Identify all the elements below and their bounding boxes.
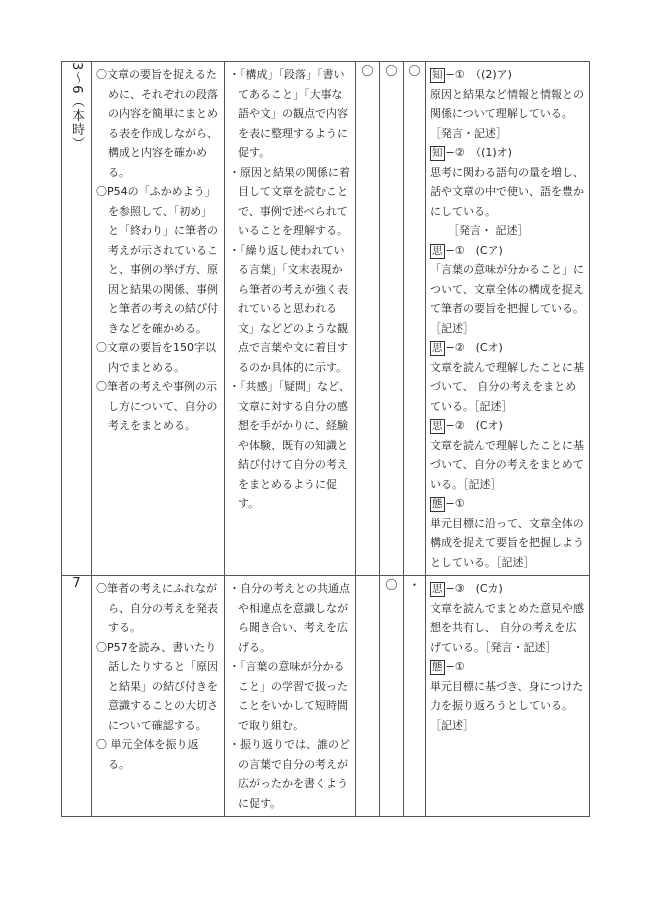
criterion-note: ［発言・ 記述］	[448, 224, 529, 237]
guidance-item: ・「言葉の意味が分かること」の学習で扱ったことをいかして短時間で取り組む。	[229, 660, 348, 732]
evaluation-item	[430, 416, 585, 494]
criterion-tag: 知	[432, 69, 443, 81]
criterion-tag: 知	[432, 147, 443, 159]
guidance-item: ・「構成」「段落」「書いてあること」「大事な語や文」の観点で内容を表に整理するように促す。	[229, 68, 348, 159]
hour-cell	[62, 576, 92, 817]
hour-label: 7	[72, 576, 81, 591]
criterion-tag: 思	[432, 342, 443, 354]
criterion-text: 単元目標に基づき、身につけた力を振り返ろうとしている。［記述］	[430, 679, 584, 732]
evaluation-item	[430, 657, 585, 735]
criterion-tag: 思	[432, 583, 443, 595]
attitude-mark: 〇	[404, 62, 426, 576]
criterion-tag: 思	[432, 420, 443, 432]
activity-item: 〇筆者の考えや事例の示し方について、自分の考えをまとめる。	[96, 380, 218, 432]
guidance-cell	[225, 576, 356, 817]
criterion-text: 文章を読んで理解したことに基づいて、自分の考えをまとめている。［記述］	[430, 438, 584, 491]
criterion-text: 文章を読んで理解したことに基づいて、 自分の考えをまとめている。［記述］	[430, 360, 584, 413]
criterion-text: 思考に関わる語句の量を増し、話や文章の中で使い、語を豊かにしている。	[430, 165, 584, 218]
evaluation-item	[430, 338, 585, 416]
guidance-cell	[225, 62, 356, 576]
guidance-item: ・自分の考えとの共通点や相違点を意識しながら聞き合い、考えを広げる。	[229, 582, 350, 654]
criterion-tag: 態	[432, 498, 443, 510]
activity-item: 〇筆者の考えにふれながら、自分の考えを発表する。	[96, 582, 218, 634]
activity-cell	[92, 62, 225, 576]
guidance-item: ・振り返りでは、誰のどの言葉で自分の考えが広がったかを書くように促す。	[229, 738, 350, 810]
criterion-head: −③ (Cカ)	[445, 582, 503, 595]
activity-item: 〇P57を読み、書いたり話したりすると「原因と結果」の結び付きを意識することの大切さについて確認する。	[96, 640, 218, 732]
criterion-head: −② (Cオ)	[445, 341, 503, 354]
evaluation-item	[430, 65, 585, 143]
criterion-tag: 態	[432, 661, 443, 673]
knowledge-mark	[356, 576, 380, 817]
hour-label: 3〜6（本時）	[69, 62, 84, 151]
evaluation-cell	[426, 62, 590, 576]
activity-item: 〇P54の「ふかめよう」を参照して、「初め」と「終わり」に筆者の考えが示されていること、事例の挙げ方、原因と結果の関係、事例と筆者の考えの結び付きなどを確かめる。	[96, 185, 218, 335]
criterion-tag: 思	[432, 244, 443, 257]
evaluation-item	[430, 494, 585, 572]
criterion-text: 「言葉の意味が分かること」について、文章全体の構成を捉えて筆者の要旨を把握している。［記述］	[430, 263, 584, 335]
criterion-text: 原因と結果など情報と情報との関係について理解している。［発言・記述］	[430, 87, 584, 140]
hour-cell	[62, 62, 92, 576]
table-row	[62, 576, 590, 817]
guidance-item: ・「繰り返し使われている言葉」「文末表現から筆者の考えが強く表れていると思われる文」などどのような観点で言葉や文に着目するのか具体的に示す。	[229, 243, 348, 374]
activity-cell	[92, 576, 225, 817]
guidance-item: ・原因と結果の関係に着目して文章を読むことで、事例で述べられていることを理解する。	[229, 165, 350, 237]
criterion-text: 文章を読んでまとめた意見や感想を共有し、 自分の考えを広げている。［発言・記述］	[430, 601, 584, 654]
evaluation-item	[430, 241, 585, 339]
criterion-head: −①	[445, 660, 465, 673]
criterion-text: 単元目標に沿って、文章全体の構成を捉えて要旨を把握しようとしている。［記述］	[430, 516, 584, 569]
activity-item: 〇 単元全体を振り返る。	[96, 738, 199, 771]
guidance-item: ・「共感」「疑問」など、文章に対する自分の感想を手がかりに、経験や体験、既有の知識と結び付けて自分の考えをまとめるように促す。	[229, 380, 350, 510]
criterion-head: −② (Cオ)	[445, 419, 503, 432]
criterion-head: −① (Cア)	[445, 243, 503, 257]
activity-item: 〇文章の要旨を150字以内でまとめる。	[96, 341, 216, 374]
attitude-mark: ・	[404, 576, 426, 817]
table-row	[62, 62, 590, 576]
lesson-plan-table	[61, 61, 590, 817]
lesson-plan-sheet	[61, 61, 589, 810]
thinking-mark: 〇	[380, 62, 404, 576]
evaluation-item	[430, 143, 585, 241]
activity-item: 〇文章の要旨を捉えるために、それぞれの段落の内容を簡単にまとめる表を作成しながら、構成と内容を確かめる。	[96, 68, 218, 179]
evaluation-cell	[426, 576, 590, 817]
criterion-head: −①	[445, 497, 465, 510]
criterion-head: −② （(1)オ)	[445, 146, 512, 159]
thinking-mark: 〇	[380, 576, 404, 817]
evaluation-item	[430, 579, 585, 657]
criterion-head: −① （(2)ア)	[445, 68, 512, 81]
knowledge-mark: 〇	[356, 62, 380, 576]
